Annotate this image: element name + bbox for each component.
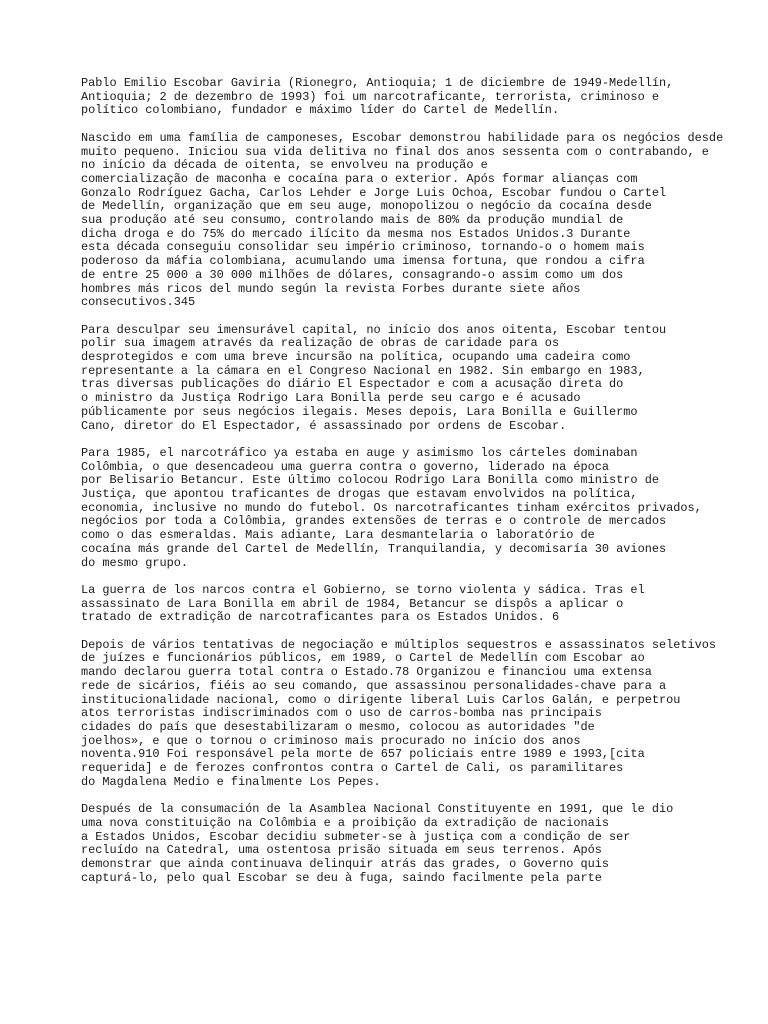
text-line: representante a la cámara en el Congreso Nacional en 1982. Sin embargo en 1983, <box>81 363 645 378</box>
text-line: demonstrar que ainda continuava delinquir atrás das grades, o Governo quis <box>81 856 610 871</box>
text-line: institucionalidade nacional, como o dirigente liberal Luis Carlos Galán, e perpetrou <box>81 692 681 707</box>
paragraph-total-war <box>81 639 768 790</box>
paragraph-politics <box>81 324 768 434</box>
text-line: Para 1985, el narcotráfico ya estaba en auge y asimismo los cárteles dominaban <box>81 445 638 460</box>
text-line: La guerra de los narcos contra el Gobierno, se torno violenta y sádica. Tras el <box>81 582 645 597</box>
text-line: Para desculpar seu imensurável capital, no início dos anos oitenta, Escobar tentou <box>81 322 667 337</box>
document-page <box>81 77 768 899</box>
text-line: Antioquia; 2 de dezembro de 1993) foi um narcotraficante, terrorista, criminoso e <box>81 89 659 104</box>
text-line: muito pequeno. Iniciou sua vida delitiva no final dos anos sessenta com o contrabando, e <box>81 144 709 159</box>
text-line: como o das esmeraldas. Mais adiante, Lara desmantelaria o laboratório de <box>81 528 595 543</box>
text-line: Depois de vários tentativas de negociação e múltiplos sequestros e assassinatos seletivos <box>81 637 717 652</box>
text-line: dicha droga e do 75% do mercado ilícito da mesma nos Estados Unidos.3 Durante <box>81 226 631 241</box>
text-line: noventa.910 Foi responsável pela morte de 657 policiais entre 1989 e 1993,[cita <box>81 747 645 762</box>
text-line: Colômbia, o que desencadeou uma guerra contra o governo, liderado na época <box>81 459 610 474</box>
text-line: Gonzalo Rodríguez Gacha, Carlos Lehder e Jorge Luis Ochoa, Escobar fundou o Cartel <box>81 185 667 200</box>
text-line: tras diversas publicações do diário El Espectador e com a acusação direta do <box>81 377 624 392</box>
text-line: recluído na Catedral, uma ostentosa prisão situada em seus terrenos. Após <box>81 843 602 858</box>
text-line: sua produção até seu consumo, controlando mais de 80% da produção mundial de <box>81 213 624 228</box>
text-line: economia, inclusive no mundo do futebol. Os narcotraficantes tinham exércitos privados, <box>81 500 702 515</box>
text-line: Nascido em uma família de camponeses, Escobar demonstrou habilidade para os negócios desde <box>81 130 724 145</box>
paragraph-constitution <box>81 803 768 885</box>
text-line: capturá-lo, pelo qual Escobar se deu à fuga, saindo facilmente pela parte <box>81 870 602 885</box>
text-line: cidades do país que desestabilizaram o mesmo, colocou as autoridades "de <box>81 719 595 734</box>
text-line: assassinato de Lara Bonilla em abril de 1984, Betancur se dispôs a aplicar o <box>81 596 624 611</box>
text-line: do Magdalena Medio e finalmente Los Pepes. <box>81 774 381 789</box>
text-line: joelhos», e que o tornou o criminoso mais procurado no início dos anos <box>81 733 581 748</box>
text-line: negócios por toda a Colômbia, grandes extensões de terras e o controle de mercados <box>81 514 667 529</box>
text-line: polir sua imagem através da realização de obras de caridade para os <box>81 336 560 351</box>
text-line: desprotegidos e com uma breve incursão na política, ocupando uma cadeira como <box>81 350 631 365</box>
text-line: por Belisario Betancur. Este último colocou Rodrigo Lara Bonilla como ministro de <box>81 473 659 488</box>
text-line: de Medellín, organização que em seu auge, monopolizou o negócio da cocaína desde <box>81 199 652 214</box>
text-line: Pablo Emilio Escobar Gaviria (Rionegro, Antioquia; 1 de diciembre de 1949-Medellín, <box>81 77 674 90</box>
text-line: mando declarou guerra total contra o Estado.78 Organizou e financiou uma extensa <box>81 665 652 680</box>
text-line: Después de la consumación de la Asamblea Nacional Constituyente en 1991, que le dio <box>81 802 674 817</box>
text-line: o ministro da Justiça Rodrigo Lara Bonilla perde seu cargo e é acusado <box>81 391 581 406</box>
text-line: hombres más ricos del mundo según la revista Forbes durante siete años <box>81 281 581 296</box>
text-line: atos terroristas indiscriminados com o uso de carros-bomba nas principais <box>81 706 602 721</box>
text-line: tratado de extradição de narcotraficantes para os Estados Unidos. 6 <box>81 610 560 625</box>
paragraph-narco-war <box>81 584 768 625</box>
text-line: de juízes e funcionários públicos, em 1989, o Cartel de Medellín com Escobar ao <box>81 651 645 666</box>
text-line: político colombiano, fundador e máximo líder do Cartel de Medellín. <box>81 103 560 118</box>
text-line: comercialização de maconha e cocaína para o exterior. Após formar alianças com <box>81 171 638 186</box>
paragraph-intro <box>81 77 768 118</box>
text-line: requerida] e de ferozes confrontos contra o Cartel de Cali, os paramilitares <box>81 761 624 776</box>
paragraph-1985 <box>81 447 768 570</box>
text-line: públicamente por seus negócios ilegais. Meses depois, Lara Bonilla e Guillermo <box>81 404 638 419</box>
text-line: cocaína más grande del Cartel de Medellín, Tranquilandia, y decomisaría 30 aviones <box>81 541 667 556</box>
text-line: do mesmo grupo. <box>81 555 189 570</box>
text-line: esta década conseguiu consolidar seu império criminoso, tornando-o o homem mais <box>81 240 645 255</box>
text-line: Justiça, que apontou traficantes de drogas que estavam envolvidos na política, <box>81 487 638 502</box>
text-line: no início da década de oitenta, se envolveu na produção e <box>81 158 488 173</box>
text-line: poderoso da máfia colombiana, acumulando uma imensa fortuna, que rondou a cifra <box>81 254 645 269</box>
text-line: a Estados Unidos, Escobar decidiu submeter-se à justiça com a condição de ser <box>81 829 631 844</box>
text-line: consecutivos.345 <box>81 295 196 310</box>
text-line: uma nova constituição na Colômbia e a proibição da extradição de nacionais <box>81 815 610 830</box>
text-line: Cano, diretor do El Espectador, é assassinado por ordens de Escobar. <box>81 418 567 433</box>
text-line: de entre 25 000 a 30 000 milhões de dólares, consagrando-o assim como um dos <box>81 267 624 282</box>
paragraph-early-life <box>81 132 768 310</box>
text-line: rede de sicários, fiéis ao seu comando, que assassinou personalidades-chave para a <box>81 678 667 693</box>
